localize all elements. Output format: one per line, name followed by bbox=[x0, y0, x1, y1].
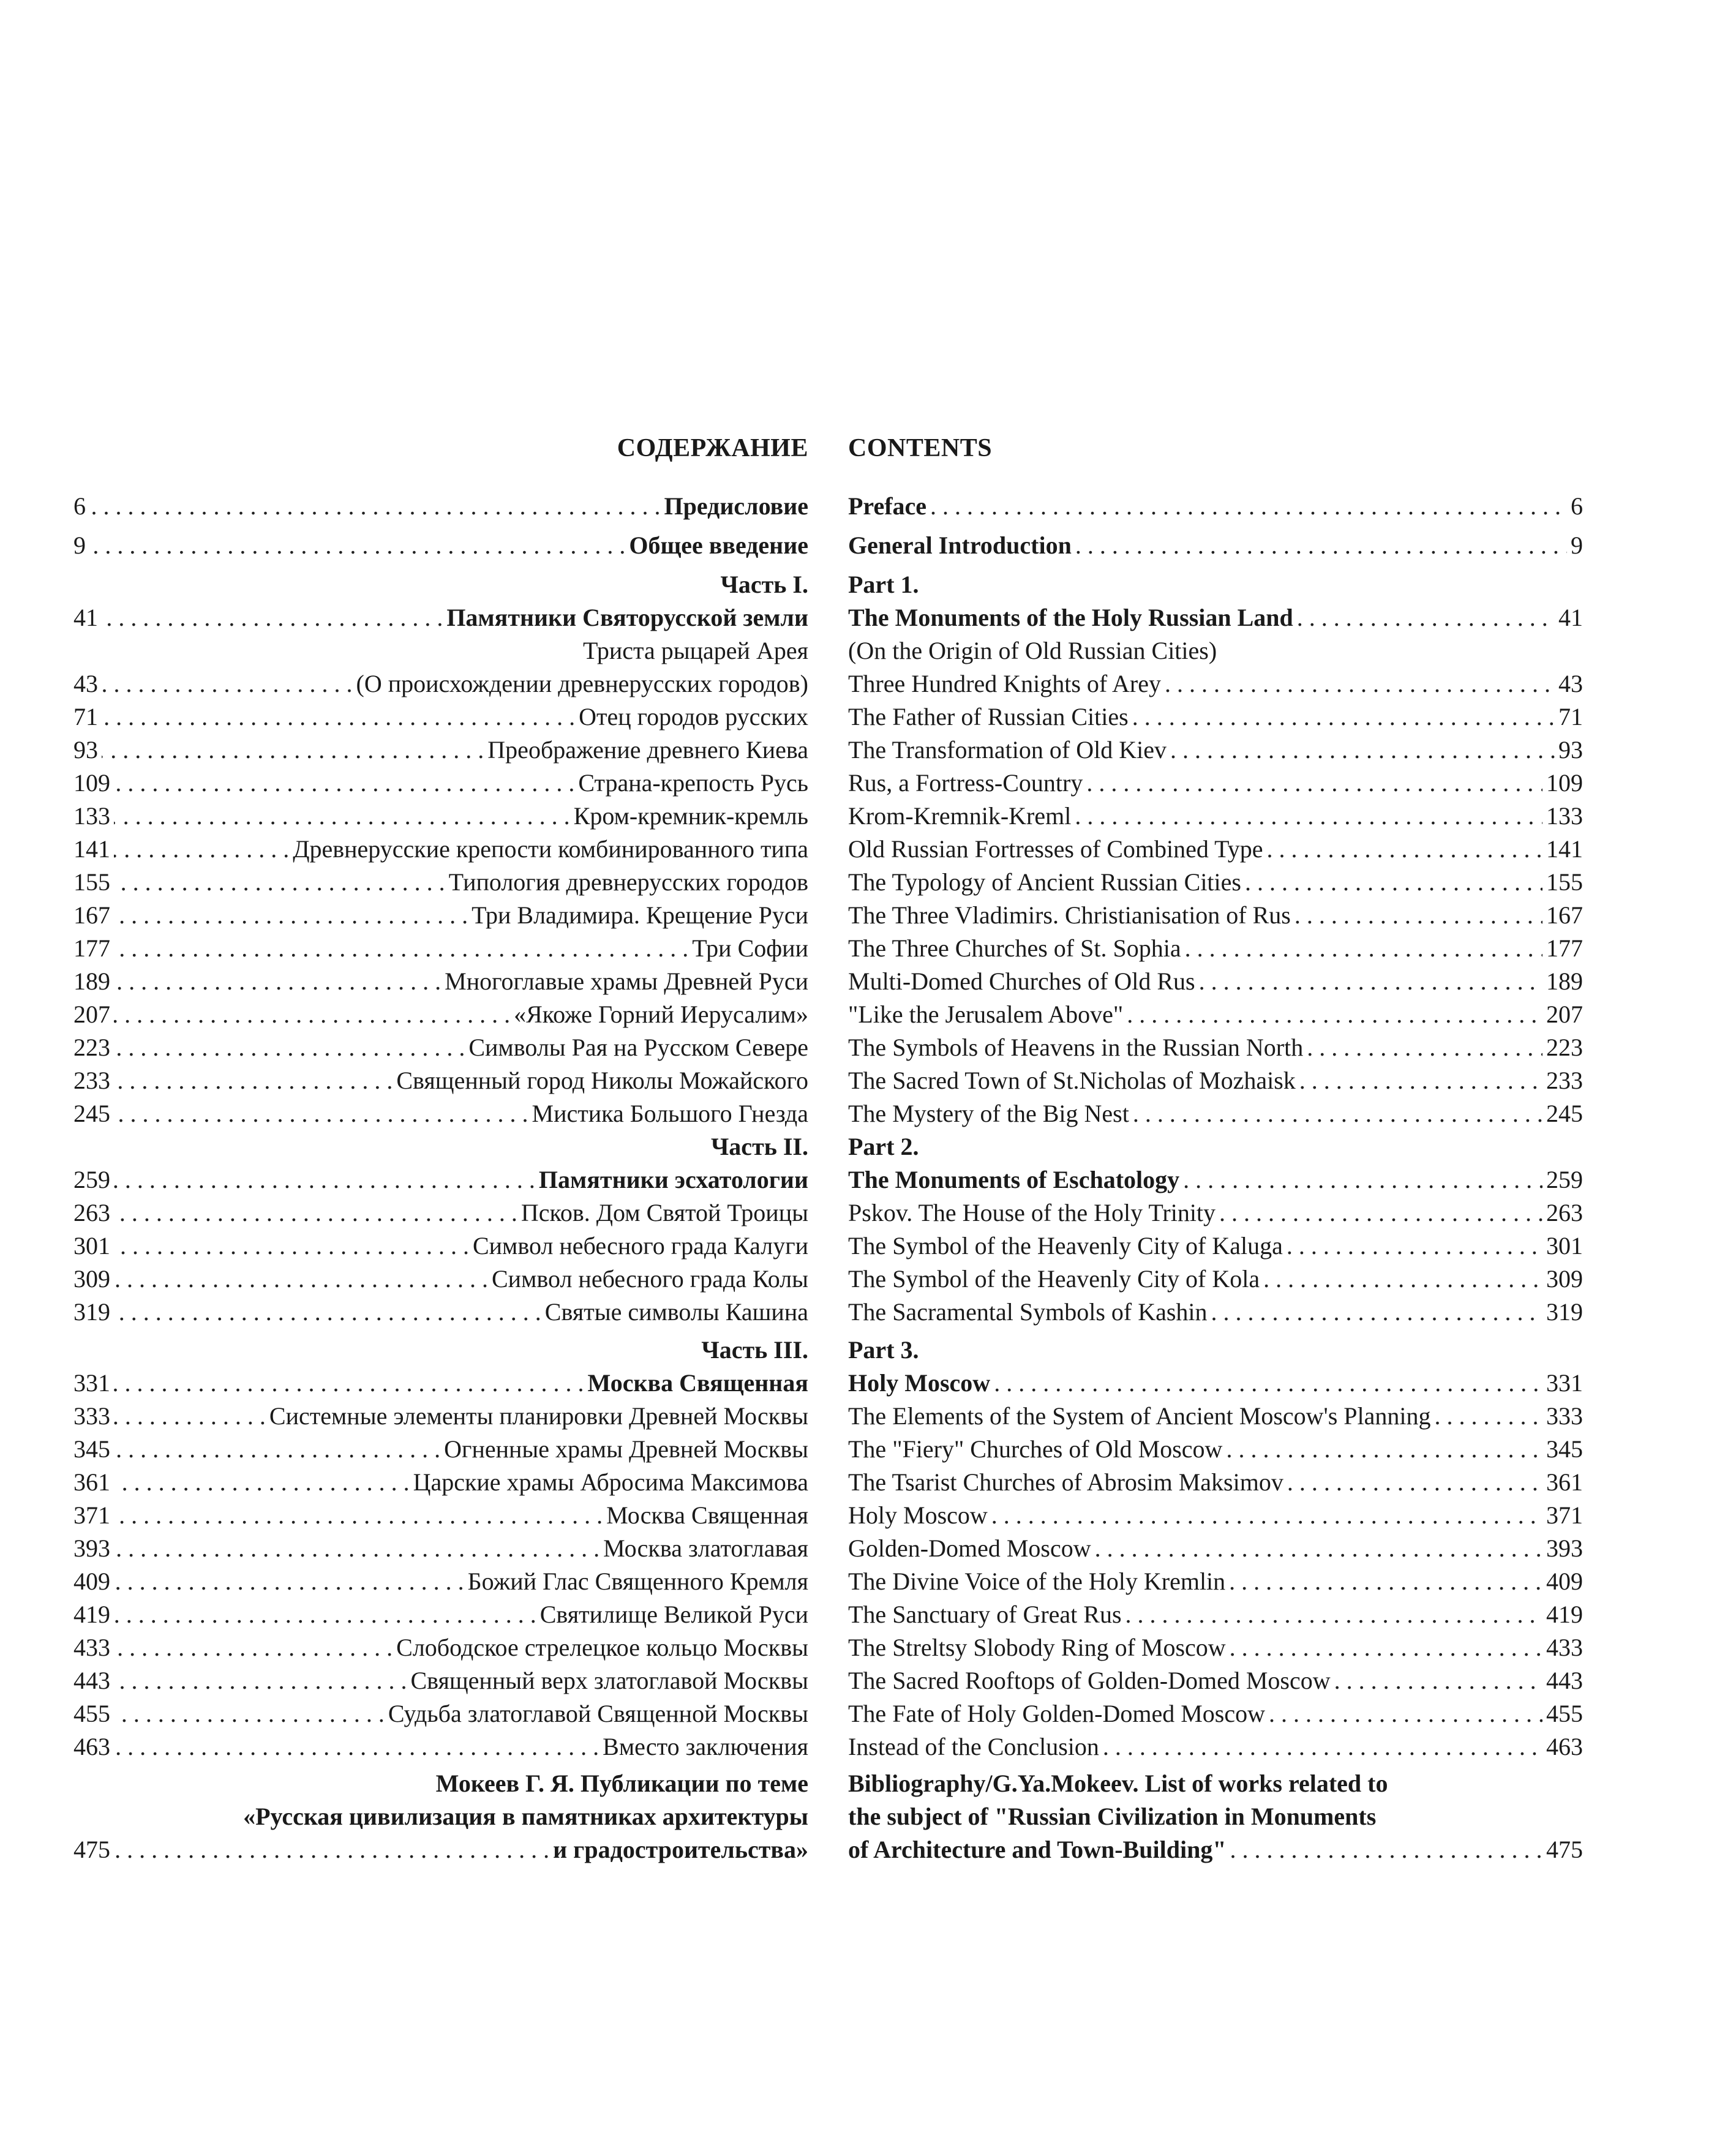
ru-entry-title: и градостроительства» bbox=[553, 1836, 808, 1863]
en-entry-title: Three Hundred Knights of Arey bbox=[848, 670, 1161, 697]
ru-entry-title: Кром-кремник-кремль bbox=[573, 802, 808, 830]
ru-page-number: 223 bbox=[73, 1034, 110, 1061]
ru-page-number: 443 bbox=[73, 1667, 110, 1694]
en-entry-title: The "Fiery" Churches of Old Moscow bbox=[848, 1435, 1223, 1463]
en-entry-title: Pskov. The House of the Holy Trinity bbox=[848, 1199, 1216, 1226]
en-page-number: 133 bbox=[1546, 802, 1583, 830]
en-entry-title: The Sacred Town of St.Nicholas of Mozhaisk bbox=[848, 1067, 1296, 1094]
dot-leader bbox=[114, 1196, 517, 1230]
ru-toc-entry[interactable] bbox=[73, 1499, 808, 1532]
en-entry-title: Multi-Domed Churches of Old Rus bbox=[848, 967, 1195, 995]
en-entry-title: Holy Moscow bbox=[848, 1501, 988, 1529]
dot-leader bbox=[114, 1433, 440, 1466]
dot-leader bbox=[1269, 1697, 1542, 1730]
dot-leader bbox=[1435, 1400, 1542, 1433]
ru-entry-title: Слободское стрелецкое кольцо Москвы bbox=[396, 1634, 808, 1661]
en-page-number: 361 bbox=[1546, 1468, 1583, 1496]
dot-leader bbox=[1075, 529, 1567, 562]
ru-page-number: 301 bbox=[73, 1232, 110, 1260]
dot-leader bbox=[1075, 800, 1542, 833]
dot-leader bbox=[1230, 1833, 1542, 1866]
ru-entry-title: Общее введение bbox=[629, 531, 808, 559]
ru-toc-entry[interactable] bbox=[73, 767, 808, 800]
en-entry-title: The Elements of the System of Ancient Moscow's Planning bbox=[848, 1402, 1431, 1430]
en-page-number: 475 bbox=[1546, 1836, 1583, 1863]
dot-leader bbox=[1307, 1031, 1542, 1064]
ru-entry-title: Священный верх златоглавой Москвы bbox=[410, 1667, 808, 1694]
en-toc-entry[interactable] bbox=[848, 1433, 1583, 1466]
ru-entry-title: Предисловие bbox=[664, 492, 808, 520]
en-toc-entry-part3[interactable] bbox=[848, 1367, 1583, 1400]
en-entry-title: The Sacred Rooftops of Golden-Domed Moscow bbox=[848, 1667, 1331, 1694]
en-page-number: 433 bbox=[1546, 1634, 1583, 1661]
en-page-number: 393 bbox=[1546, 1534, 1583, 1562]
dot-leader bbox=[1297, 601, 1555, 634]
en-entry-title: Holy Moscow bbox=[848, 1369, 991, 1397]
ru-toc-entry[interactable] bbox=[73, 998, 808, 1031]
ru-entry-title: Вместо заключения bbox=[603, 1733, 808, 1760]
dot-leader bbox=[1263, 1263, 1542, 1296]
ru-toc-entry[interactable] bbox=[73, 1565, 808, 1598]
en-entry-title: The Three Churches of St. Sophia bbox=[848, 934, 1181, 962]
en-page-number: 233 bbox=[1546, 1067, 1583, 1094]
ru-page-number: 167 bbox=[73, 901, 110, 929]
en-entry-title: The Mystery of the Big Nest bbox=[848, 1100, 1129, 1127]
en-toc-entry[interactable] bbox=[848, 1532, 1583, 1565]
ru-entry-title: Символ небесного града Колы bbox=[491, 1265, 808, 1293]
ru-page-number: 155 bbox=[73, 868, 110, 896]
ru-part2-label: Часть II. bbox=[710, 1133, 808, 1160]
ru-part3-label: Часть III. bbox=[701, 1336, 808, 1364]
en-page-number: 345 bbox=[1546, 1435, 1583, 1463]
en-entry-title: General Introduction bbox=[848, 531, 1072, 559]
en-toc-entry[interactable] bbox=[848, 1196, 1583, 1230]
dot-leader bbox=[1185, 932, 1542, 965]
ru-toc-entry-bibliography[interactable] bbox=[73, 1833, 808, 1866]
ru-entry-title: Судьба златоглавой Священной Москвы bbox=[388, 1700, 808, 1727]
ru-toc-entry[interactable] bbox=[73, 1664, 808, 1697]
ru-page-number: 41 bbox=[73, 604, 98, 631]
en-toc-entry[interactable] bbox=[848, 1031, 1583, 1064]
ru-page-number: 9 bbox=[73, 531, 86, 559]
dot-leader bbox=[994, 1367, 1542, 1400]
en-page-number: 93 bbox=[1558, 736, 1583, 764]
dot-leader bbox=[1211, 1296, 1542, 1329]
dot-leader bbox=[114, 866, 445, 899]
ru-bibliography-line2: «Русская цивилизация в памятниках архитектуры bbox=[243, 1803, 808, 1830]
dot-leader bbox=[1103, 1730, 1542, 1763]
dot-leader bbox=[1183, 1163, 1542, 1196]
en-page-number: 309 bbox=[1546, 1265, 1583, 1293]
ru-entry-title: Памятники эсхатологии bbox=[538, 1166, 808, 1193]
dot-leader bbox=[114, 899, 468, 932]
en-toc-entry[interactable] bbox=[848, 734, 1583, 767]
dot-leader bbox=[114, 1697, 385, 1730]
dot-leader bbox=[114, 1598, 536, 1631]
dot-leader bbox=[1086, 767, 1542, 800]
dot-leader bbox=[114, 932, 688, 965]
ru-entry-title: Системные элементы планировки Древней Москвы bbox=[269, 1402, 808, 1430]
en-entry-title: Golden-Domed Moscow bbox=[848, 1534, 1091, 1562]
ru-entry-title: Москва Священная bbox=[587, 1369, 808, 1397]
dot-leader bbox=[114, 1532, 599, 1565]
en-toc-entry[interactable] bbox=[848, 1263, 1583, 1296]
en-contents-heading: CONTENTS bbox=[848, 434, 993, 462]
ru-toc-entry[interactable] bbox=[73, 700, 808, 734]
en-page-number: 443 bbox=[1546, 1667, 1583, 1694]
dot-leader bbox=[114, 1097, 528, 1130]
en-toc-entry[interactable] bbox=[848, 1697, 1583, 1730]
ru-entry-title: Преображение древнего Киева bbox=[487, 736, 808, 764]
dot-leader bbox=[1334, 1664, 1542, 1697]
ru-toc-entry[interactable] bbox=[73, 734, 808, 767]
ru-toc-entry[interactable] bbox=[73, 1433, 808, 1466]
ru-toc-entry[interactable] bbox=[73, 899, 808, 932]
dot-leader bbox=[1267, 833, 1542, 866]
ru-page-number: 455 bbox=[73, 1700, 110, 1727]
ru-entry-title: Москва златоглавая bbox=[603, 1534, 808, 1562]
en-entry-title: The Monuments of the Holy Russian Land bbox=[848, 604, 1293, 631]
en-page-number: 167 bbox=[1546, 901, 1583, 929]
en-page-number: 6 bbox=[1571, 492, 1583, 520]
dot-leader bbox=[114, 1031, 465, 1064]
en-page-number: 331 bbox=[1546, 1369, 1583, 1397]
ru-toc-entry-part2[interactable] bbox=[73, 1163, 808, 1196]
en-toc-entry[interactable] bbox=[848, 800, 1583, 833]
dot-leader bbox=[102, 734, 484, 767]
dot-leader bbox=[114, 1400, 266, 1433]
en-entry-title: The Typology of Ancient Russian Cities bbox=[848, 868, 1241, 896]
ru-toc-entry[interactable] bbox=[73, 932, 808, 965]
en-toc-entry-bibliography[interactable] bbox=[848, 1833, 1583, 1866]
ru-page-number: 309 bbox=[73, 1265, 110, 1293]
dot-leader bbox=[1226, 1433, 1542, 1466]
en-entry-title: Krom-Kremnik-Kreml bbox=[848, 802, 1072, 830]
en-page-number: 419 bbox=[1546, 1601, 1583, 1628]
en-page-number: 43 bbox=[1558, 670, 1583, 697]
en-entry-title: The Transformation of Old Kiev bbox=[848, 736, 1167, 764]
en-entry-title: The Sacramental Symbols of Kashin bbox=[848, 1298, 1208, 1326]
en-toc-entry[interactable] bbox=[848, 1730, 1583, 1763]
en-toc-entry[interactable] bbox=[848, 1499, 1583, 1532]
dot-leader bbox=[114, 1499, 603, 1532]
dot-leader bbox=[102, 667, 353, 700]
ru-entry-title: Три Софии bbox=[692, 934, 808, 962]
en-bibliography-line1: Bibliography/G.Ya.Mokeev. List of works related to bbox=[848, 1770, 1388, 1797]
en-toc-entry[interactable] bbox=[848, 965, 1583, 998]
en-entry-title: The Streltsy Slobody Ring of Moscow bbox=[848, 1634, 1226, 1661]
ru-toc-entry[interactable] bbox=[73, 1730, 808, 1763]
ru-contents-heading: СОДЕРЖАНИЕ bbox=[617, 434, 808, 462]
ru-toc-entry[interactable] bbox=[73, 1064, 808, 1097]
ru-toc-entry[interactable] bbox=[73, 1598, 808, 1631]
en-page-number: 189 bbox=[1546, 967, 1583, 995]
dot-leader bbox=[1294, 899, 1542, 932]
en-toc-entry[interactable] bbox=[848, 1400, 1583, 1433]
dot-leader bbox=[1199, 965, 1542, 998]
en-entry-title: The Symbol of the Heavenly City of Kaluga bbox=[848, 1232, 1283, 1260]
ru-entry-title: Огненные храмы Древней Москвы bbox=[444, 1435, 808, 1463]
ru-toc-entry[interactable] bbox=[73, 1031, 808, 1064]
en-page-number: 9 bbox=[1571, 531, 1583, 559]
ru-toc-entry[interactable] bbox=[73, 1631, 808, 1664]
en-toc-entry-part2[interactable] bbox=[848, 1163, 1583, 1196]
dot-leader bbox=[1219, 1196, 1542, 1230]
ru-entry-title: «Якоже Горний Иерусалим» bbox=[514, 1001, 808, 1028]
dot-leader bbox=[114, 1163, 535, 1196]
ru-page-number: 371 bbox=[73, 1501, 110, 1529]
en-toc-entry[interactable] bbox=[848, 1230, 1583, 1263]
dot-leader bbox=[1245, 866, 1542, 899]
ru-page-number: 319 bbox=[73, 1298, 110, 1326]
ru-entry-title: Три Владимира. Крещение Руси bbox=[472, 901, 808, 929]
dot-leader bbox=[114, 965, 441, 998]
dot-leader bbox=[1287, 1230, 1542, 1263]
dot-leader bbox=[102, 700, 575, 734]
dot-leader bbox=[114, 1631, 393, 1664]
en-toc-entry[interactable] bbox=[848, 998, 1583, 1031]
ru-entry-title: Псков. Дом Святой Троицы bbox=[520, 1199, 808, 1226]
ru-toc-entry[interactable] bbox=[73, 1263, 808, 1296]
ru-toc-entry[interactable] bbox=[73, 1532, 808, 1565]
ru-part1-label: Часть I. bbox=[720, 571, 808, 598]
en-page-number: 455 bbox=[1546, 1700, 1583, 1727]
en-toc-entry-part1[interactable] bbox=[848, 601, 1583, 634]
ru-page-number: 43 bbox=[73, 670, 98, 697]
ru-page-number: 109 bbox=[73, 769, 110, 797]
en-toc-entry[interactable] bbox=[848, 1064, 1583, 1097]
en-entry-title: The Three Vladimirs. Christianisation of Rus bbox=[848, 901, 1291, 929]
en-entry-title: The Tsarist Churches of Abrosim Maksimov bbox=[848, 1468, 1283, 1496]
en-bibliography-line2: the subject of "Russian Civilization in Monuments bbox=[848, 1803, 1377, 1830]
ru-page-number: 433 bbox=[73, 1634, 110, 1661]
dot-leader bbox=[1287, 1466, 1542, 1499]
ru-entry-title: Памятники Святорусской земли bbox=[446, 604, 808, 631]
ru-entry-title: Отец городов русских bbox=[579, 703, 808, 730]
en-toc-entry[interactable] bbox=[848, 932, 1583, 965]
dot-leader bbox=[114, 1064, 393, 1097]
ru-entry-title: Символ небесного града Калуги bbox=[472, 1232, 808, 1260]
ru-toc-entry[interactable] bbox=[73, 1400, 808, 1433]
en-entry-title: The Monuments of Eschatology bbox=[848, 1166, 1180, 1193]
ru-entry-title: Древнерусские крепости комбинированного типа bbox=[293, 835, 808, 863]
ru-toc-entry-intro[interactable] bbox=[73, 529, 808, 562]
dot-leader bbox=[114, 1833, 549, 1866]
en-page-number: 71 bbox=[1558, 703, 1583, 730]
en-toc-entry[interactable] bbox=[848, 700, 1583, 734]
ru-toc-entry[interactable] bbox=[73, 1296, 808, 1329]
ru-toc-entry[interactable] bbox=[73, 1466, 808, 1499]
ru-page-number: 177 bbox=[73, 934, 110, 962]
ru-page-number: 393 bbox=[73, 1534, 110, 1562]
ru-entry-title: Царские храмы Абросима Максимова bbox=[413, 1468, 808, 1496]
en-page-number: 41 bbox=[1558, 604, 1583, 631]
en-part1-label: Part 1. bbox=[848, 571, 919, 598]
en-entry-title: Instead of the Conclusion bbox=[848, 1733, 1099, 1760]
ru-page-number: 207 bbox=[73, 1001, 110, 1028]
dot-leader bbox=[1095, 1532, 1542, 1565]
ru-part1-subtitle: Триста рыцарей Арея bbox=[582, 637, 808, 664]
dot-leader bbox=[114, 767, 574, 800]
en-toc-entry[interactable] bbox=[848, 767, 1583, 800]
en-toc-entry[interactable] bbox=[848, 899, 1583, 932]
dot-leader bbox=[114, 1565, 464, 1598]
dot-leader bbox=[930, 490, 1567, 523]
dot-leader bbox=[89, 529, 625, 562]
en-toc-entry[interactable] bbox=[848, 1631, 1583, 1664]
en-toc-entry[interactable] bbox=[848, 866, 1583, 899]
en-page-number: 263 bbox=[1546, 1199, 1583, 1226]
ru-entry-title: Типология древнерусских городов bbox=[448, 868, 808, 896]
en-page-number: 409 bbox=[1546, 1568, 1583, 1595]
ru-entry-title: Священный город Николы Можайского bbox=[396, 1067, 808, 1094]
ru-toc-entry[interactable] bbox=[73, 1230, 808, 1263]
en-page-number: 109 bbox=[1546, 769, 1583, 797]
en-entry-title: The Fate of Holy Golden-Domed Moscow bbox=[848, 1700, 1265, 1727]
ru-page-number: 6 bbox=[73, 492, 86, 520]
ru-page-number: 259 bbox=[73, 1166, 110, 1193]
ru-toc-entry[interactable] bbox=[73, 800, 808, 833]
en-entry-title: Old Russian Fortresses of Combined Type bbox=[848, 835, 1263, 863]
ru-page-number: 141 bbox=[73, 835, 110, 863]
en-entry-title: Preface bbox=[848, 492, 927, 520]
ru-entry-title: (О происхождении древнерусских городов) bbox=[356, 670, 808, 697]
en-toc-entry[interactable] bbox=[848, 1466, 1583, 1499]
ru-entry-title: Божий Глас Священного Кремля bbox=[467, 1568, 808, 1595]
ru-toc-entry[interactable] bbox=[73, 1097, 808, 1130]
dot-leader bbox=[114, 800, 570, 833]
ru-toc-entry-part3[interactable] bbox=[73, 1367, 808, 1400]
dot-leader bbox=[89, 490, 661, 523]
en-toc-entry[interactable] bbox=[848, 1598, 1583, 1631]
en-toc-entry-intro[interactable] bbox=[848, 529, 1583, 562]
dot-leader bbox=[1299, 1064, 1542, 1097]
ru-entry-title: Святилище Великой Руси bbox=[539, 1601, 808, 1628]
en-toc-entry[interactable] bbox=[848, 1664, 1583, 1697]
ru-page-number: 463 bbox=[73, 1733, 110, 1760]
en-page-number: 223 bbox=[1546, 1034, 1583, 1061]
dot-leader bbox=[1133, 1097, 1542, 1130]
dot-leader bbox=[1132, 700, 1555, 734]
ru-toc-entry[interactable] bbox=[73, 833, 808, 866]
ru-bibliography-line1: Мокеев Г. Я. Публикации по теме bbox=[435, 1770, 808, 1797]
en-page-number: 319 bbox=[1546, 1298, 1583, 1326]
en-entry-title: The Symbols of Heavens in the Russian North bbox=[848, 1034, 1304, 1061]
en-part3-label: Part 3. bbox=[848, 1336, 919, 1364]
dot-leader bbox=[114, 1664, 407, 1697]
ru-toc-entry[interactable] bbox=[73, 866, 808, 899]
ru-page-number: 245 bbox=[73, 1100, 110, 1127]
dot-leader bbox=[1230, 1631, 1542, 1664]
ru-toc-entry[interactable] bbox=[73, 1196, 808, 1230]
ru-toc-entry-part1[interactable] bbox=[73, 601, 808, 634]
dot-leader bbox=[1127, 998, 1542, 1031]
dot-leader bbox=[1229, 1565, 1542, 1598]
en-page-number: 333 bbox=[1546, 1402, 1583, 1430]
en-entry-title: The Symbol of the Heavenly City of Kola bbox=[848, 1265, 1260, 1293]
dot-leader bbox=[991, 1499, 1542, 1532]
dot-leader bbox=[114, 1296, 541, 1329]
en-page-number: 463 bbox=[1546, 1733, 1583, 1760]
en-toc-entry[interactable] bbox=[848, 1296, 1583, 1329]
en-page-number: 245 bbox=[1546, 1100, 1583, 1127]
dot-leader bbox=[102, 601, 443, 634]
ru-page-number: 189 bbox=[73, 967, 110, 995]
en-entry-title: The Divine Voice of the Holy Kremlin bbox=[848, 1568, 1226, 1595]
en-toc-entry[interactable] bbox=[848, 833, 1583, 866]
dot-leader bbox=[114, 1230, 469, 1263]
dot-leader bbox=[1125, 1598, 1542, 1631]
ru-entry-title: Святые символы Кашина bbox=[544, 1298, 808, 1326]
ru-toc-entry[interactable] bbox=[73, 1697, 808, 1730]
dot-leader bbox=[114, 1466, 410, 1499]
ru-page-number: 93 bbox=[73, 736, 98, 764]
dot-leader bbox=[114, 1730, 599, 1763]
ru-entry-title: Мистика Большого Гнезда bbox=[532, 1100, 808, 1127]
en-page-number: 371 bbox=[1546, 1501, 1583, 1529]
en-page-number: 301 bbox=[1546, 1232, 1583, 1260]
dot-leader bbox=[114, 833, 289, 866]
en-toc-entry[interactable] bbox=[848, 1565, 1583, 1598]
en-page-number: 141 bbox=[1546, 835, 1583, 863]
en-entry-title: The Father of Russian Cities bbox=[848, 703, 1129, 730]
ru-entry-title: Символы Рая на Русском Севере bbox=[468, 1034, 808, 1061]
dot-leader bbox=[1165, 667, 1555, 700]
ru-page-number: 233 bbox=[73, 1067, 110, 1094]
ru-toc-entry-preface[interactable] bbox=[73, 490, 808, 523]
ru-entry-title: Многоглавые храмы Древней Руси bbox=[445, 967, 808, 995]
en-page-number: 207 bbox=[1546, 1001, 1583, 1028]
ru-toc-entry[interactable] bbox=[73, 667, 808, 700]
en-toc-entry[interactable] bbox=[848, 667, 1583, 700]
en-toc-entry[interactable] bbox=[848, 1097, 1583, 1130]
ru-page-number: 71 bbox=[73, 703, 98, 730]
en-entry-title: The Sanctuary of Great Rus bbox=[848, 1601, 1122, 1628]
ru-toc-entry[interactable] bbox=[73, 965, 808, 998]
ru-entry-title: Москва Священная bbox=[606, 1501, 808, 1529]
ru-page-number: 475 bbox=[73, 1836, 110, 1863]
en-entry-title: "Like the Jerusalem Above" bbox=[848, 1001, 1124, 1028]
dot-leader bbox=[1170, 734, 1555, 767]
ru-page-number: 419 bbox=[73, 1601, 110, 1628]
en-part1-subtitle: (On the Origin of Old Russian Cities) bbox=[848, 637, 1217, 664]
ru-page-number: 361 bbox=[73, 1468, 110, 1496]
en-toc-entry-preface[interactable] bbox=[848, 490, 1583, 523]
ru-page-number: 333 bbox=[73, 1402, 110, 1430]
en-part2-label: Part 2. bbox=[848, 1133, 919, 1160]
ru-page-number: 263 bbox=[73, 1199, 110, 1226]
ru-entry-title: Страна-крепость Русь bbox=[578, 769, 808, 797]
en-entry-title: Rus, a Fortress-Country bbox=[848, 769, 1083, 797]
ru-page-number: 331 bbox=[73, 1369, 110, 1397]
ru-page-number: 409 bbox=[73, 1568, 110, 1595]
dot-leader bbox=[114, 1263, 488, 1296]
dot-leader bbox=[114, 1367, 584, 1400]
ru-page-number: 133 bbox=[73, 802, 110, 830]
en-page-number: 177 bbox=[1546, 934, 1583, 962]
en-page-number: 155 bbox=[1546, 868, 1583, 896]
en-page-number: 259 bbox=[1546, 1166, 1583, 1193]
en-entry-title: of Architecture and Town-Building" bbox=[848, 1836, 1227, 1863]
ru-page-number: 345 bbox=[73, 1435, 110, 1463]
dot-leader bbox=[114, 998, 510, 1031]
